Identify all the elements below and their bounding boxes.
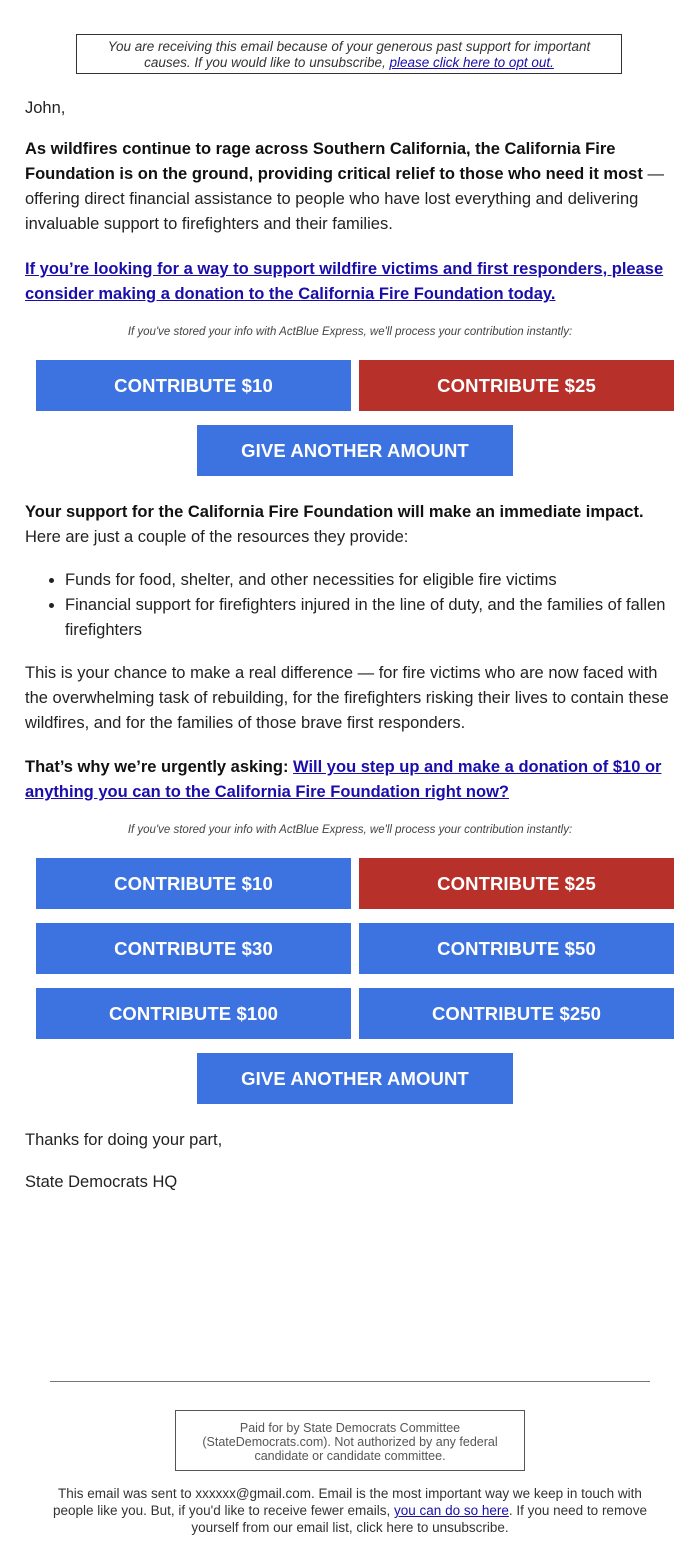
contribute-25-button[interactable]: CONTRIBUTE $25 — [359, 360, 674, 411]
donate-cta-link[interactable]: If you’re looking for a way to support wildfire victims and first responders, please consider making a donation to the California Fire Foundation today. — [25, 260, 664, 303]
contribute-25-button[interactable]: CONTRIBUTE $25 — [359, 858, 674, 909]
list-item: • Funds for food, shelter, and other necessities for eligible fire victims — [65, 568, 685, 593]
cta-paragraph — [25, 257, 675, 307]
footer-text — [40, 1485, 660, 1536]
contribute-30-button[interactable]: CONTRIBUTE $30 — [36, 923, 351, 974]
intro-bold: As wildfires continue to rage across Southern California, the California Fire Foundation is on the ground, providing critical relief to those who need it most — [25, 140, 643, 183]
contribute-10-button[interactable]: CONTRIBUTE $10 — [36, 360, 351, 411]
opt-out-link[interactable]: please click here to opt out. — [389, 55, 554, 70]
fewer-emails-link[interactable]: you can do so here — [394, 1503, 509, 1518]
intro-rest: — offering direct financial assistance to people who have lost everything and delivering invaluable support to firefighters and their families. — [25, 165, 664, 233]
impact-rest: Here are just a couple of the resources they provide: — [25, 528, 409, 546]
footer-prefix: This email was sent to xxxxxx@gmail.com. Email is the most important way we keep in touch with people like you. But, if you'd like to receive fewer emails, — [53, 1486, 642, 1518]
list-item: • Financial support for firefighters injured in the line of duty, and the families of fallen firefighters — [65, 593, 685, 643]
paid-for-disclaimer: Paid for by State Democrats Committee (StateDemocrats.com). Not authorized by any federal candidate or candidate committee. — [175, 1410, 525, 1471]
footer-divider — [50, 1381, 650, 1382]
signature: State Democrats HQ — [25, 1173, 178, 1191]
impact-paragraph — [25, 500, 675, 550]
thanks-text: Thanks for doing your part, — [25, 1131, 223, 1149]
contribute-100-button[interactable]: CONTRIBUTE $100 — [36, 988, 351, 1039]
resources-list — [40, 568, 685, 643]
impact-bold: Your support for the California Fire Foundation will make an immediate impact. — [25, 503, 644, 521]
give-another-amount-button[interactable]: GIVE ANOTHER AMOUNT — [197, 1053, 513, 1104]
give-another-amount-button[interactable]: GIVE ANOTHER AMOUNT — [197, 425, 513, 476]
chance-paragraph: This is your chance to make a real difference — for fire victims who are now faced with the overwhelming task of rebuilding, for the firefighters risking their lives to contain these wildfires, and for the families of those brave first responders. — [25, 664, 669, 732]
express-note: If you've stored your info with ActBlue Express, we'll process your contribution instantly: — [127, 824, 573, 836]
intro-paragraph — [25, 137, 675, 237]
asking-paragraph — [25, 755, 675, 805]
asking-bold: That’s why we’re urgently asking: — [25, 758, 289, 776]
donate-now-link[interactable]: Will you step up and make a donation of $10 or anything you can to the California Fire Foundation right now? — [25, 758, 662, 801]
unsubscribe-notice — [76, 34, 622, 74]
contribute-50-button[interactable]: CONTRIBUTE $50 — [359, 923, 674, 974]
notice-text: You are receiving this email because of your generous past support for important causes. If you would like to unsubscribe, — [107, 39, 591, 70]
footer-suffix: . If you need to remove yourself from our email list, click here to unsubscribe. — [191, 1503, 647, 1535]
contribute-10-button[interactable]: CONTRIBUTE $10 — [36, 858, 351, 909]
express-note: If you've stored your info with ActBlue Express, we'll process your contribution instantly: — [127, 326, 573, 338]
contribute-250-button[interactable]: CONTRIBUTE $250 — [359, 988, 674, 1039]
greeting: John, — [25, 99, 66, 117]
